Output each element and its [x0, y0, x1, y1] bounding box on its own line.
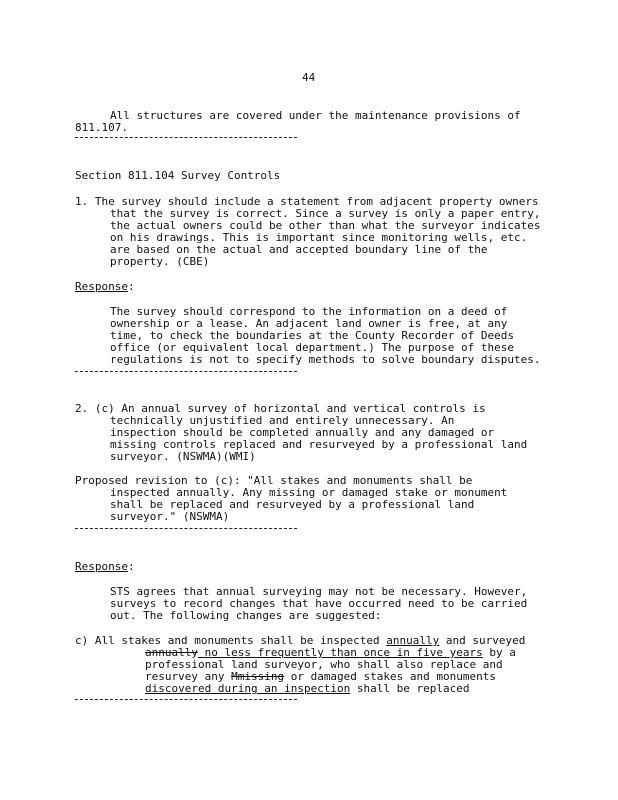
- comment-line: 2. (c) An annual survey of horizontal and vertical controls is: [75, 402, 486, 415]
- proposed-line: inspected annually. Any missing or damaged stake or monument: [110, 486, 508, 499]
- comment-line: 1. The survey should include a statement from adjacent property owners: [75, 195, 539, 208]
- response-line: STS agrees that annual surveying may not be necessary. However,: [110, 585, 528, 598]
- revision-line: annually no less frequently than once in five years by a: [145, 646, 516, 659]
- divider: [75, 699, 297, 700]
- response-line: The survey should correspond to the information on a deed of: [110, 305, 508, 318]
- inserted-text: discovered during an inspection: [145, 682, 351, 695]
- response-line: out. The following changes are suggested:: [110, 609, 382, 622]
- comment-line: on his drawings. This is important since monitoring wells, etc.: [110, 231, 528, 244]
- section-heading: Section 811.104 Survey Controls: [75, 169, 281, 182]
- inserted-text: annually: [386, 634, 440, 647]
- response-line: office (or equivalent local department.) The purpose of these: [110, 341, 514, 354]
- response-label: Response: [75, 560, 128, 573]
- comment-line: technically unjustified and entirely unnecessary. An: [110, 414, 455, 427]
- intro-line: 811.107.: [75, 121, 128, 134]
- proposed-line: Proposed revision to (c): "All stakes and monuments shall be: [75, 474, 473, 487]
- comment-line: that the survey is correct. Since a survey is only a paper entry,: [110, 207, 541, 220]
- comment-line: property. (CBE): [110, 255, 210, 268]
- divider: [75, 371, 297, 372]
- response-line: ownership or a lease. An adjacent land owner is free, at any: [110, 317, 508, 330]
- comment-line: are based on the actual and accepted boundary line of the: [110, 243, 488, 256]
- comment-line: missing controls replaced and resurveyed by a professional land: [110, 438, 528, 451]
- intro-line: All structures are covered under the maintenance provisions of: [110, 109, 521, 122]
- page-number: 44: [302, 71, 316, 84]
- revision-line: c) All stakes and monuments shall be inspected annually and surveyed: [75, 634, 526, 647]
- response-line: time, to check the boundaries at the County Recorder of Deeds: [110, 329, 514, 342]
- divider: [75, 528, 297, 529]
- divider: [75, 137, 297, 138]
- response-heading: Response:: [75, 560, 135, 573]
- response-heading: Response:: [75, 280, 135, 293]
- response-line: regulations is not to specify methods to solve boundary disputes.: [110, 353, 541, 366]
- deleted-text: Mmissing: [231, 670, 285, 683]
- comment-line: the actual owners could be other than what the surveyor indicates: [110, 219, 541, 232]
- proposed-line: surveyor." (NSWMA): [110, 510, 230, 523]
- revision-line: discovered during an inspection shall be replaced: [145, 682, 470, 695]
- comment-line: inspection should be completed annually and any damaged or: [110, 426, 495, 439]
- revision-line: professional land surveyor, who shall also replace and: [145, 658, 503, 671]
- comment-line: surveyor. (NSWMA)(WMI): [110, 450, 256, 463]
- inserted-text: no less frequently than once in five years: [197, 646, 483, 659]
- deleted-text: annually: [145, 646, 198, 659]
- revision-line: resurvey any Mmissing or damaged stakes and monuments: [145, 670, 496, 683]
- response-label: Response: [75, 280, 128, 293]
- proposed-line: shall be replaced and resurveyed by a professional land: [110, 498, 475, 511]
- response-line: surveys to record changes that have occurred need to be carried: [110, 597, 528, 610]
